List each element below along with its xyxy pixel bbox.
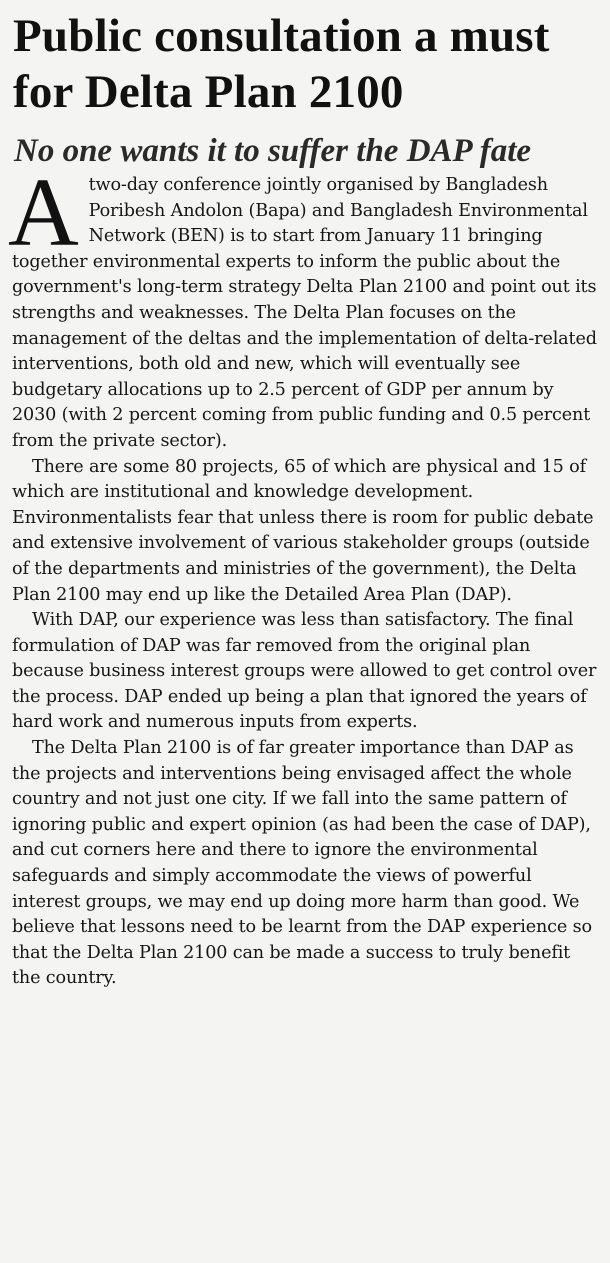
subhead: No one wants it to suffer the DAP fate bbox=[14, 133, 532, 169]
article-body bbox=[8, 159, 600, 992]
paragraph-2: There are some 80 projects, 65 of which are physical and 15 of which are institutional and knowledge development. Environmentalists fear that unless there is room for public debate and extensive involvement of various stakeholder groups (outside of the departments and ministries of the government), the Delta Plan 2100 may end up like the Detailed Area Plan (DAP). bbox=[12, 456, 594, 605]
paragraph-1 bbox=[8, 159, 600, 455]
paragraph-1-text: two-day conference jointly organised by Bangladesh Poribesh Andolon (Bapa) and Bangladesh Environmental Network (BEN) is to start from January 11 bringing together environmental experts to inform the public about the government's long-term strategy Delta Plan 2100 and point out its strengths and weaknesses. The Delta Plan focuses on the management of the deltas and the implementation of delta-related interventions, both old and new, which will eventually see budgetary allocations up to 2.5 percent of GDP per annum by 2030 (with 2 percent coming from public funding and 0.5 percent from the private sector). bbox=[12, 175, 597, 451]
headline: Public consultation a must for Delta Plan 2100 bbox=[13, 10, 550, 118]
paragraph-3: With DAP, our experience was less than satisfactory. The final formulation of DAP was far removed from the original plan because business interest groups were allowed to get control over the process. DAP ended up being a plan that ignored the years of hard work and numerous inputs from experts. bbox=[12, 610, 597, 733]
article bbox=[8, 8, 600, 992]
paragraph-4: The Delta Plan 2100 is of far greater importance than DAP as the projects and interventions being envisaged affect the whole country and not just one city. If we fall into the same pattern of ignoring public and expert opinion (as had been the case of DAP), and cut corners here and there to ignore the environmental safeguards and simply accommodate the views of powerful interest groups, we may end up doing more harm than good. We believe that lessons need to be learnt from the DAP experience so that the Delta Plan 2100 can be made a success to truly benefit the country. bbox=[12, 738, 592, 989]
drop-cap: A bbox=[8, 159, 79, 267]
